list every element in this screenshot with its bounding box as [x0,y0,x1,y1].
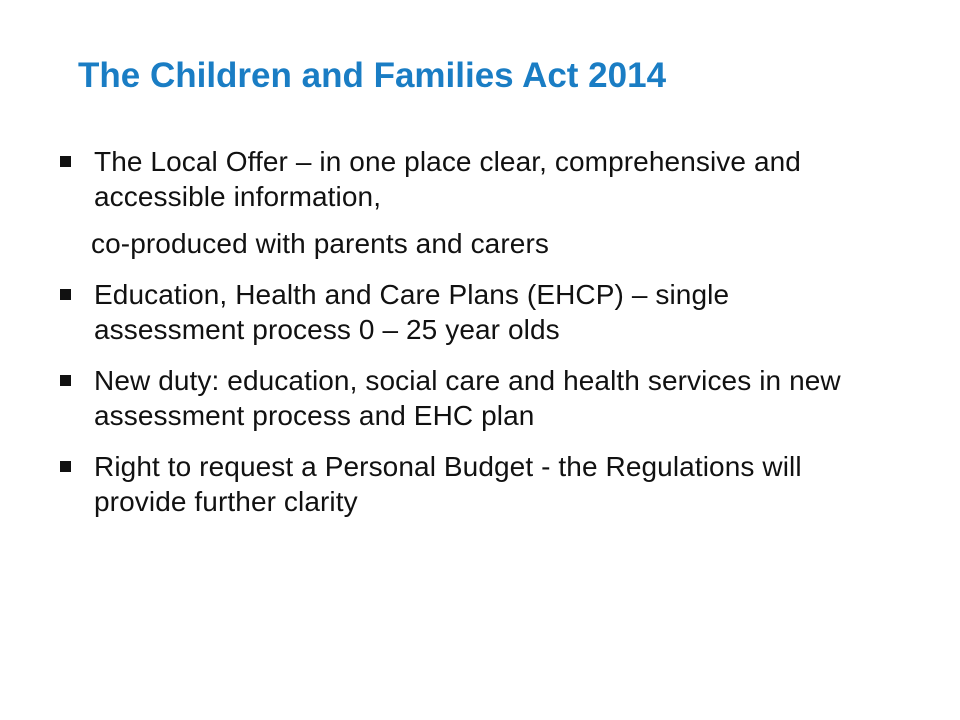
slide-title: The Children and Families Act 2014 [78,56,667,95]
square-bullet-icon [60,156,71,167]
square-bullet-icon [60,289,71,300]
list-item-local-offer [58,144,858,214]
list-item-text: Right to request a Personal Budget - the Regulations will provide further clarity [94,451,802,517]
list-item-text: co-produced with parents and carers [91,228,549,259]
list-item-ehcp [58,277,858,347]
list-item-continuation [58,226,858,261]
square-bullet-icon [60,461,71,472]
list-item-personal-budget [58,449,858,519]
list-item-text: New duty: education, social care and health services in new assessment process and EHC plan [94,365,841,431]
bullet-list [58,144,858,535]
list-item-new-duty [58,363,858,433]
list-item-text: The Local Offer – in one place clear, comprehensive and accessible information, [94,146,801,212]
list-item-text: Education, Health and Care Plans (EHCP) – single assessment process 0 – 25 year olds [94,279,730,345]
square-bullet-icon [60,375,71,386]
